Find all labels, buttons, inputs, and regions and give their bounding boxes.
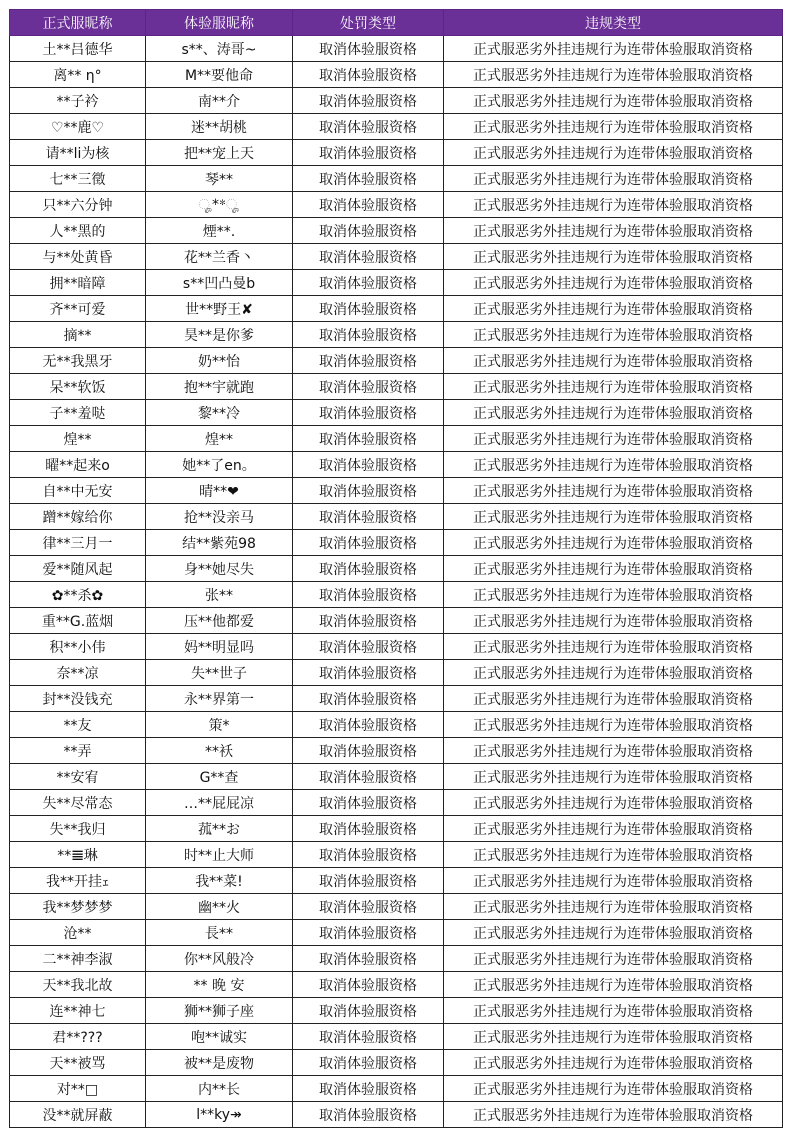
cell-penalty-type: 取消体验服资格	[293, 114, 444, 140]
table-row	[10, 530, 783, 556]
cell-trial-nickname: 花**兰香丶	[146, 244, 293, 270]
cell-official-nickname: ♡**鹿♡	[10, 114, 146, 140]
ban-list-table	[9, 9, 783, 1128]
cell-official-nickname: 失**尽常态	[10, 790, 146, 816]
cell-trial-nickname: 身**她尽失	[146, 556, 293, 582]
header-penalty-type: 处罚类型	[293, 10, 444, 36]
cell-penalty-type: 取消体验服资格	[293, 192, 444, 218]
cell-penalty-type: 取消体验服资格	[293, 296, 444, 322]
cell-trial-nickname: 你**风般冷	[146, 946, 293, 972]
cell-penalty-type: 取消体验服资格	[293, 270, 444, 296]
cell-official-nickname: 蹭**嫁给你	[10, 504, 146, 530]
table-row	[10, 400, 783, 426]
cell-violation-type: 正式服恶劣外挂违规行为连带体验服取消资格	[444, 868, 783, 894]
cell-penalty-type: 取消体验服资格	[293, 582, 444, 608]
cell-official-nickname: 与**处黄昏	[10, 244, 146, 270]
table-row	[10, 842, 783, 868]
cell-trial-nickname: 失**世子	[146, 660, 293, 686]
cell-penalty-type: 取消体验服资格	[293, 686, 444, 712]
table-row	[10, 556, 783, 582]
cell-official-nickname: 沧**	[10, 920, 146, 946]
cell-penalty-type: 取消体验服资格	[293, 790, 444, 816]
cell-penalty-type: 取消体验服资格	[293, 478, 444, 504]
cell-violation-type: 正式服恶劣外挂违规行为连带体验服取消资格	[444, 166, 783, 192]
cell-trial-nickname: 内**长	[146, 1076, 293, 1102]
cell-trial-nickname: **袄	[146, 738, 293, 764]
cell-official-nickname: 封**没钱充	[10, 686, 146, 712]
cell-penalty-type: 取消体验服资格	[293, 166, 444, 192]
table-row	[10, 244, 783, 270]
cell-penalty-type: 取消体验服资格	[293, 998, 444, 1024]
cell-trial-nickname: 菰**お	[146, 816, 293, 842]
table-row	[10, 88, 783, 114]
cell-official-nickname: 君**???	[10, 1024, 146, 1050]
table-row	[10, 582, 783, 608]
table-row	[10, 660, 783, 686]
cell-trial-nickname: 煌**	[146, 426, 293, 452]
cell-violation-type: 正式服恶劣外挂违规行为连带体验服取消资格	[444, 192, 783, 218]
cell-violation-type: 正式服恶劣外挂违规行为连带体验服取消资格	[444, 660, 783, 686]
cell-penalty-type: 取消体验服资格	[293, 244, 444, 270]
table-row	[10, 478, 783, 504]
cell-official-nickname: 爱**随风起	[10, 556, 146, 582]
cell-official-nickname: 离** η°	[10, 62, 146, 88]
cell-violation-type: 正式服恶劣外挂违规行为连带体验服取消资格	[444, 452, 783, 478]
cell-violation-type: 正式服恶劣外挂违规行为连带体验服取消资格	[444, 608, 783, 634]
table-row	[10, 166, 783, 192]
cell-official-nickname: 连**神七	[10, 998, 146, 1024]
table-row	[10, 738, 783, 764]
cell-trial-nickname: 我**菜!	[146, 868, 293, 894]
cell-penalty-type: 取消体验服资格	[293, 738, 444, 764]
cell-trial-nickname: M**要他命	[146, 62, 293, 88]
table-row	[10, 1050, 783, 1076]
cell-penalty-type: 取消体验服资格	[293, 712, 444, 738]
cell-penalty-type: 取消体验服资格	[293, 322, 444, 348]
cell-official-nickname: 只**六分钟	[10, 192, 146, 218]
cell-official-nickname: 摘**	[10, 322, 146, 348]
cell-trial-nickname: 时**止大师	[146, 842, 293, 868]
table-row	[10, 452, 783, 478]
table-row	[10, 608, 783, 634]
cell-penalty-type: 取消体验服资格	[293, 842, 444, 868]
table-row	[10, 192, 783, 218]
cell-trial-nickname: 狮**狮子座	[146, 998, 293, 1024]
cell-official-nickname: 重**G.蓝烟	[10, 608, 146, 634]
cell-penalty-type: 取消体验服资格	[293, 946, 444, 972]
cell-violation-type: 正式服恶劣外挂违规行为连带体验服取消资格	[444, 114, 783, 140]
cell-violation-type: 正式服恶劣外挂违规行为连带体验服取消资格	[444, 426, 783, 452]
cell-trial-nickname: 张**	[146, 582, 293, 608]
cell-violation-type: 正式服恶劣外挂违规行为连带体验服取消资格	[444, 972, 783, 998]
cell-official-nickname: 天**被骂	[10, 1050, 146, 1076]
table-row	[10, 374, 783, 400]
cell-violation-type: 正式服恶劣外挂违规行为连带体验服取消资格	[444, 400, 783, 426]
cell-official-nickname: 齐**可爱	[10, 296, 146, 322]
header-row	[10, 10, 783, 36]
cell-violation-type: 正式服恶劣外挂违规行为连带体验服取消资格	[444, 790, 783, 816]
cell-violation-type: 正式服恶劣外挂违规行为连带体验服取消资格	[444, 88, 783, 114]
cell-trial-nickname: G**查	[146, 764, 293, 790]
cell-official-nickname: **安宥	[10, 764, 146, 790]
table-row	[10, 972, 783, 998]
cell-official-nickname: 对**□	[10, 1076, 146, 1102]
cell-violation-type: 正式服恶劣外挂违规行为连带体验服取消资格	[444, 140, 783, 166]
cell-violation-type: 正式服恶劣外挂违规行为连带体验服取消资格	[444, 270, 783, 296]
cell-violation-type: 正式服恶劣外挂违规行为连带体验服取消资格	[444, 894, 783, 920]
cell-trial-nickname: 世**野王✘	[146, 296, 293, 322]
cell-trial-nickname: 煙**.	[146, 218, 293, 244]
cell-trial-nickname: 被**是废物	[146, 1050, 293, 1076]
cell-penalty-type: 取消体验服资格	[293, 1076, 444, 1102]
cell-trial-nickname: 永**界第一	[146, 686, 293, 712]
cell-official-nickname: 律**三月一	[10, 530, 146, 556]
cell-trial-nickname: l**ky↠	[146, 1102, 293, 1128]
cell-official-nickname: **弄	[10, 738, 146, 764]
header-trial-nickname: 体验服昵称	[146, 10, 293, 36]
table-row	[10, 348, 783, 374]
cell-penalty-type: 取消体验服资格	[293, 374, 444, 400]
cell-violation-type: 正式服恶劣外挂违规行为连带体验服取消资格	[444, 348, 783, 374]
cell-penalty-type: 取消体验服资格	[293, 530, 444, 556]
cell-penalty-type: 取消体验服资格	[293, 660, 444, 686]
cell-violation-type: 正式服恶劣外挂违规行为连带体验服取消资格	[444, 322, 783, 348]
cell-violation-type: 正式服恶劣外挂违规行为连带体验服取消资格	[444, 244, 783, 270]
cell-penalty-type: 取消体验服资格	[293, 452, 444, 478]
cell-trial-nickname: s**凹凸曼b	[146, 270, 293, 296]
cell-penalty-type: 取消体验服资格	[293, 764, 444, 790]
cell-official-nickname: 我**梦梦梦	[10, 894, 146, 920]
cell-official-nickname: 子**羞哒	[10, 400, 146, 426]
cell-penalty-type: 取消体验服资格	[293, 556, 444, 582]
cell-trial-nickname: 長**	[146, 920, 293, 946]
table-row	[10, 712, 783, 738]
table-row	[10, 764, 783, 790]
cell-violation-type: 正式服恶劣外挂违规行为连带体验服取消资格	[444, 842, 783, 868]
cell-violation-type: 正式服恶劣外挂违规行为连带体验服取消资格	[444, 296, 783, 322]
cell-penalty-type: 取消体验服资格	[293, 972, 444, 998]
cell-official-nickname: 天**我北故	[10, 972, 146, 998]
cell-violation-type: 正式服恶劣外挂违规行为连带体验服取消资格	[444, 218, 783, 244]
cell-trial-nickname: 南**介	[146, 88, 293, 114]
cell-penalty-type: 取消体验服资格	[293, 36, 444, 62]
cell-violation-type: 正式服恶劣外挂违规行为连带体验服取消资格	[444, 556, 783, 582]
cell-penalty-type: 取消体验服资格	[293, 634, 444, 660]
table-row	[10, 790, 783, 816]
cell-violation-type: 正式服恶劣外挂违规行为连带体验服取消资格	[444, 504, 783, 530]
cell-trial-nickname: 妈**明显吗	[146, 634, 293, 660]
cell-official-nickname: 煌**	[10, 426, 146, 452]
cell-violation-type: 正式服恶劣外挂违规行为连带体验服取消资格	[444, 582, 783, 608]
cell-penalty-type: 取消体验服资格	[293, 608, 444, 634]
cell-violation-type: 正式服恶劣外挂违规行为连带体验服取消资格	[444, 920, 783, 946]
cell-official-nickname: 失**我归	[10, 816, 146, 842]
cell-trial-nickname: …**屁屁凉	[146, 790, 293, 816]
table-row	[10, 140, 783, 166]
cell-official-nickname: 积**小伟	[10, 634, 146, 660]
table-row	[10, 868, 783, 894]
cell-trial-nickname: 策*	[146, 712, 293, 738]
table-row	[10, 218, 783, 244]
cell-official-nickname: 拥**暗障	[10, 270, 146, 296]
cell-violation-type: 正式服恶劣外挂违规行为连带体验服取消资格	[444, 998, 783, 1024]
cell-trial-nickname: 晴**❤	[146, 478, 293, 504]
cell-official-nickname: 奈**凉	[10, 660, 146, 686]
cell-penalty-type: 取消体验服资格	[293, 88, 444, 114]
cell-official-nickname: 请**li为核	[10, 140, 146, 166]
cell-trial-nickname: 抱**宇就跑	[146, 374, 293, 400]
table-row	[10, 894, 783, 920]
cell-trial-nickname: ೄ**ೄ	[146, 192, 293, 218]
cell-penalty-type: 取消体验服资格	[293, 426, 444, 452]
table-row	[10, 686, 783, 712]
cell-official-nickname: 我**开挂ｪ	[10, 868, 146, 894]
table-row	[10, 998, 783, 1024]
cell-penalty-type: 取消体验服资格	[293, 1102, 444, 1128]
cell-penalty-type: 取消体验服资格	[293, 140, 444, 166]
cell-violation-type: 正式服恶劣外挂违规行为连带体验服取消资格	[444, 686, 783, 712]
cell-violation-type: 正式服恶劣外挂违规行为连带体验服取消资格	[444, 374, 783, 400]
table-row	[10, 920, 783, 946]
cell-violation-type: 正式服恶劣外挂违规行为连带体验服取消资格	[444, 36, 783, 62]
cell-violation-type: 正式服恶劣外挂违规行为连带体验服取消资格	[444, 816, 783, 842]
cell-penalty-type: 取消体验服资格	[293, 400, 444, 426]
cell-trial-nickname: 咆**诚实	[146, 1024, 293, 1050]
cell-violation-type: 正式服恶劣外挂违规行为连带体验服取消资格	[444, 738, 783, 764]
cell-trial-nickname: 迷**胡桃	[146, 114, 293, 140]
table-row	[10, 816, 783, 842]
cell-violation-type: 正式服恶劣外挂违规行为连带体验服取消资格	[444, 634, 783, 660]
table-row	[10, 426, 783, 452]
table-row	[10, 296, 783, 322]
cell-penalty-type: 取消体验服资格	[293, 816, 444, 842]
table-row	[10, 634, 783, 660]
cell-official-nickname: 无**我黑牙	[10, 348, 146, 374]
table-row	[10, 114, 783, 140]
cell-official-nickname: 土**吕德华	[10, 36, 146, 62]
cell-violation-type: 正式服恶劣外挂违规行为连带体验服取消资格	[444, 1024, 783, 1050]
ban-list-container	[9, 9, 782, 1128]
cell-trial-nickname: 幽**火	[146, 894, 293, 920]
cell-trial-nickname: 结**紫苑98	[146, 530, 293, 556]
cell-trial-nickname: 抢**没亲马	[146, 504, 293, 530]
cell-violation-type: 正式服恶劣外挂违规行为连带体验服取消资格	[444, 1102, 783, 1128]
header-official-nickname: 正式服昵称	[10, 10, 146, 36]
cell-official-nickname: 七**三徵	[10, 166, 146, 192]
cell-trial-nickname: 压**他都爱	[146, 608, 293, 634]
cell-penalty-type: 取消体验服资格	[293, 218, 444, 244]
cell-official-nickname: **子衿	[10, 88, 146, 114]
cell-trial-nickname: 她**了en。	[146, 452, 293, 478]
table-row	[10, 322, 783, 348]
cell-penalty-type: 取消体验服资格	[293, 920, 444, 946]
cell-official-nickname: **𝌆琳	[10, 842, 146, 868]
table-row	[10, 62, 783, 88]
table-row	[10, 270, 783, 296]
header-violation-type: 违规类型	[444, 10, 783, 36]
cell-official-nickname: 自**中无安	[10, 478, 146, 504]
cell-trial-nickname: 昊**是你爹	[146, 322, 293, 348]
cell-trial-nickname: 黎**冷	[146, 400, 293, 426]
cell-penalty-type: 取消体验服资格	[293, 348, 444, 374]
cell-penalty-type: 取消体验服资格	[293, 1050, 444, 1076]
cell-trial-nickname: 奶**怡	[146, 348, 293, 374]
cell-penalty-type: 取消体验服资格	[293, 1024, 444, 1050]
cell-violation-type: 正式服恶劣外挂违规行为连带体验服取消资格	[444, 1076, 783, 1102]
cell-violation-type: 正式服恶劣外挂违规行为连带体验服取消资格	[444, 478, 783, 504]
cell-official-nickname: 二**神李淑	[10, 946, 146, 972]
cell-violation-type: 正式服恶劣外挂违规行为连带体验服取消资格	[444, 530, 783, 556]
cell-official-nickname: ✿**杀✿	[10, 582, 146, 608]
cell-violation-type: 正式服恶劣外挂违规行为连带体验服取消资格	[444, 712, 783, 738]
cell-trial-nickname: s**、涛哥~	[146, 36, 293, 62]
table-row	[10, 36, 783, 62]
cell-official-nickname: 没**就屏蔽	[10, 1102, 146, 1128]
table-row	[10, 946, 783, 972]
cell-penalty-type: 取消体验服资格	[293, 62, 444, 88]
table-row	[10, 504, 783, 530]
cell-penalty-type: 取消体验服资格	[293, 504, 444, 530]
cell-trial-nickname: 把**宠上天	[146, 140, 293, 166]
cell-official-nickname: 曜**起来o	[10, 452, 146, 478]
table-row	[10, 1024, 783, 1050]
cell-official-nickname: 人**黑的	[10, 218, 146, 244]
cell-penalty-type: 取消体验服资格	[293, 868, 444, 894]
cell-official-nickname: 呆**软饭	[10, 374, 146, 400]
cell-trial-nickname: ** 晚 安	[146, 972, 293, 998]
cell-official-nickname: **友	[10, 712, 146, 738]
table-row	[10, 1102, 783, 1128]
cell-violation-type: 正式服恶劣外挂违规行为连带体验服取消资格	[444, 1050, 783, 1076]
cell-violation-type: 正式服恶劣外挂违规行为连带体验服取消资格	[444, 62, 783, 88]
cell-violation-type: 正式服恶劣外挂违规行为连带体验服取消资格	[444, 764, 783, 790]
table-row	[10, 1076, 783, 1102]
cell-violation-type: 正式服恶劣外挂违规行为连带体验服取消资格	[444, 946, 783, 972]
cell-penalty-type: 取消体验服资格	[293, 894, 444, 920]
cell-trial-nickname: 琴**	[146, 166, 293, 192]
